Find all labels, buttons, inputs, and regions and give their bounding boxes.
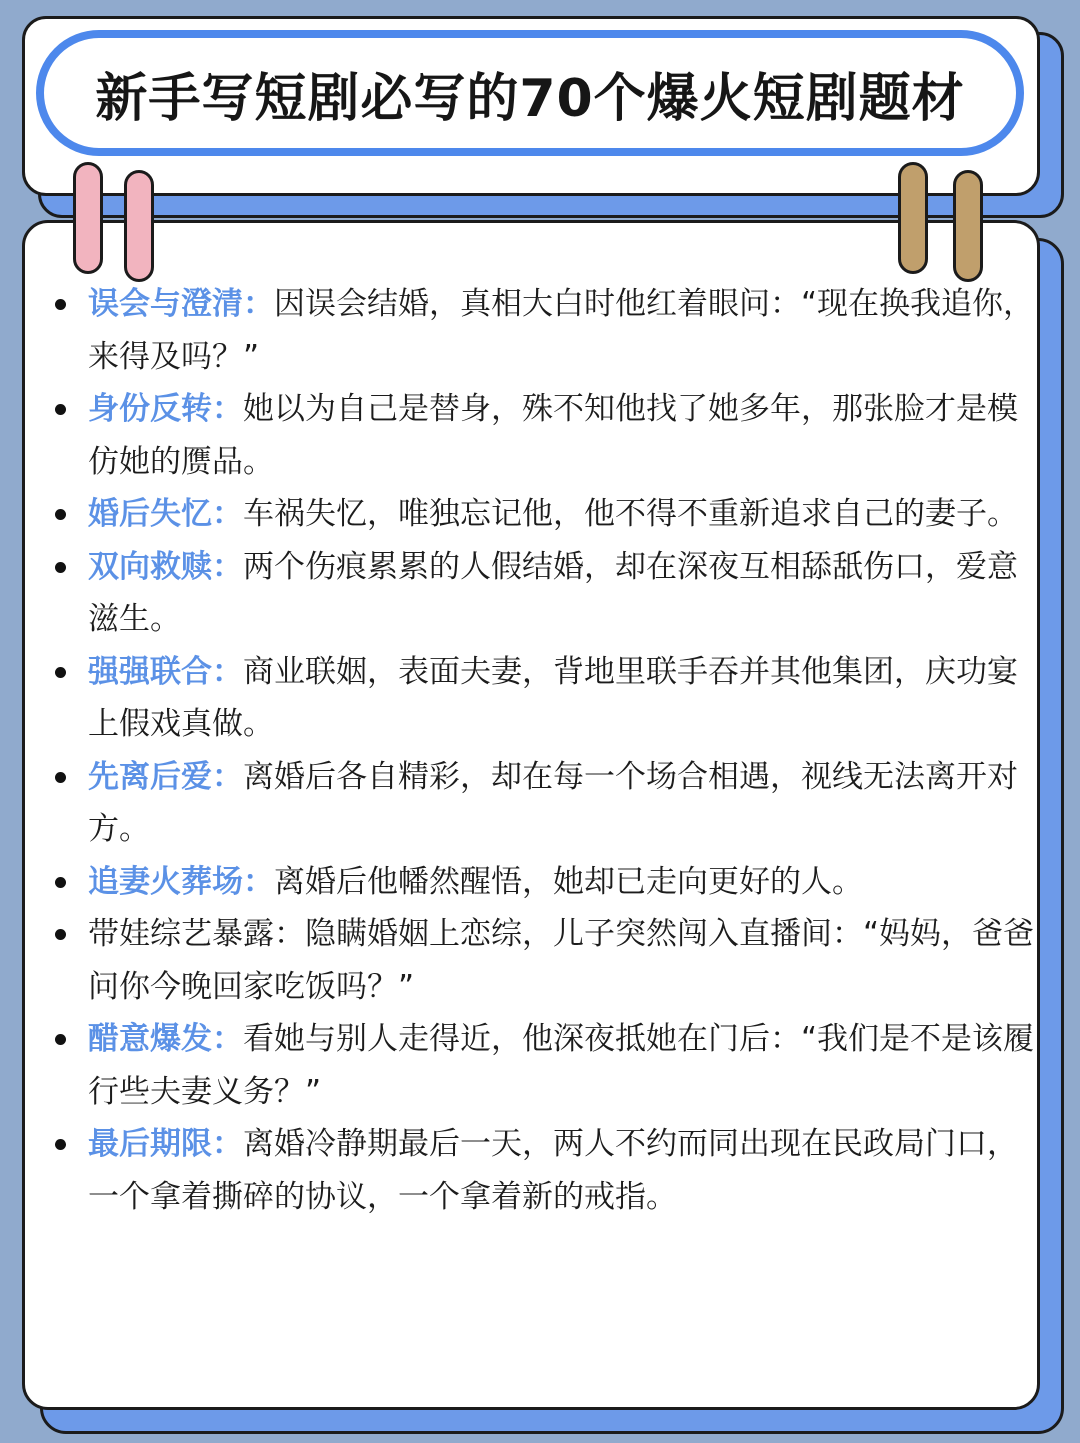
topic-name: 先离后爱： [88, 758, 243, 795]
topic-item [55, 1118, 1040, 1223]
topic-item [55, 1013, 1040, 1118]
topic-item [55, 646, 1040, 751]
topic-item [55, 488, 1040, 541]
binder-ring-tan-right [953, 170, 983, 282]
topic-name: 带娃综艺暴露： [88, 916, 305, 952]
topic-description: 商业联姻，表面夫妻，背地里联手吞并其他集团，庆功宴上假戏真做。 [88, 653, 1018, 742]
topic-name: 强强联合： [88, 653, 243, 690]
bullet-dot [55, 299, 66, 310]
topic-item [55, 383, 1040, 488]
topic-item [55, 278, 1040, 383]
topic-description: 隐瞒婚姻上恋综，儿子突然闯入直播间：“妈妈，爸爸问你今晚回家吃饭吗？” [88, 916, 1035, 1005]
topic-description: 因误会结婚，真相大白时他红着眼问：“现在换我追你，来得及吗？” [88, 286, 1035, 375]
topic-name: 追妻火葬场： [88, 863, 274, 900]
binder-ring-pink-right [124, 170, 154, 282]
topic-name: 婚后失忆： [88, 496, 243, 532]
bullet-dot [55, 929, 66, 940]
binder-ring-pink-left [73, 162, 103, 274]
topic-name: 双向救赎： [88, 548, 243, 585]
topic-item [55, 908, 1040, 1013]
page-title: 新手写短剧必写的70个爆火短剧题材 [95, 68, 965, 129]
topic-description: 离婚后他幡然醒悟，她却已走向更好的人。 [274, 863, 863, 900]
binder-ring-tan-left [898, 162, 928, 274]
bullet-dot [55, 877, 66, 888]
topic-name: 身份反转： [88, 391, 243, 427]
bullet-dot [55, 509, 66, 520]
topic-description: 离婚后各自精彩，却在每一个场合相遇，视线无法离开对方。 [88, 758, 1018, 847]
topic-name: 醋意爆发： [88, 1021, 243, 1057]
bullet-dot [55, 1139, 66, 1150]
topic-description: 她以为自己是替身，殊不知他找了她多年，那张脸才是模仿她的赝品。 [88, 391, 1018, 480]
topic-name: 误会与澄清： [88, 286, 274, 322]
topic-item [55, 541, 1040, 646]
bullet-dot [55, 404, 66, 415]
bullet-dot [55, 1034, 66, 1045]
topic-description: 两个伤痕累累的人假结婚，却在深夜互相舔舐伤口，爱意滋生。 [88, 548, 1018, 637]
bullet-dot [55, 667, 66, 678]
bullet-dot [55, 562, 66, 573]
topic-description: 离婚冷静期最后一天，两人不约而同出现在民政局门口，一个拿着撕碎的协议，一个拿着新的戒指。 [88, 1126, 1018, 1215]
topic-item [55, 856, 1040, 909]
bullet-dot [55, 772, 66, 783]
topic-description: 看她与别人走得近，他深夜抵她在门后：“我们是不是该履行些夫妻义务？” [88, 1021, 1035, 1110]
topic-name: 最后期限： [88, 1126, 243, 1162]
topic-description: 车祸失忆，唯独忘记他，他不得不重新追求自己的妻子。 [243, 496, 1018, 532]
topic-list [55, 278, 1040, 1223]
topic-item [55, 751, 1040, 856]
